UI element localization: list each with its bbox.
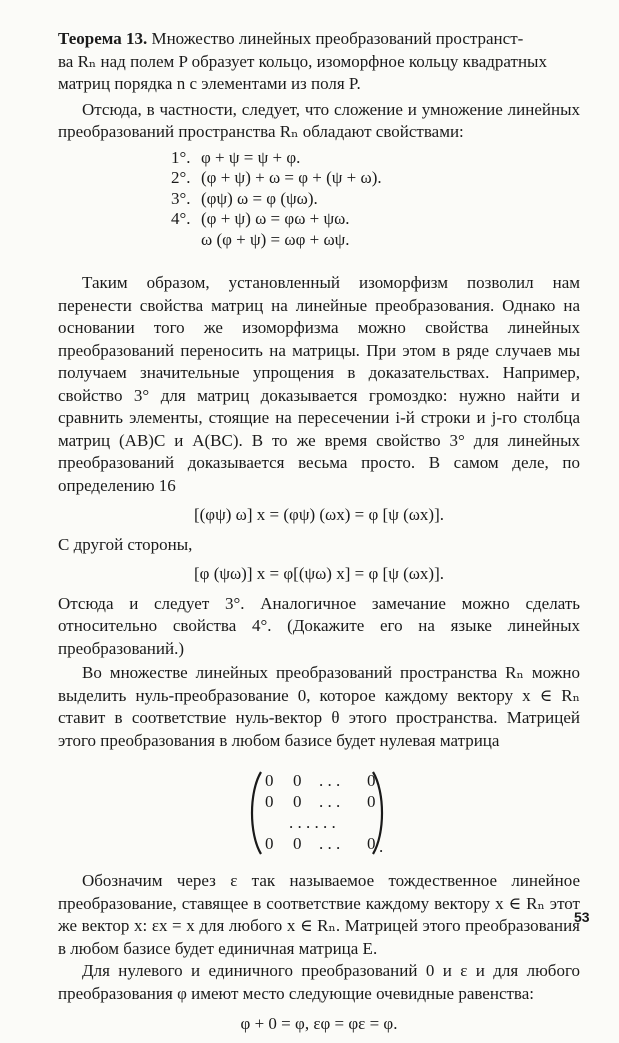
matrix-row-2 (265, 791, 377, 812)
matrix-cell: 0 (265, 792, 274, 811)
matrix-cell: . . . (319, 771, 341, 790)
paragraph-remark: Отсюда и следует 3°. Аналогичное замечание можно сделать относительно свойства 4°. (Докажите его на языке линейных преобразований.) (58, 593, 580, 658)
formula-associativity-2: [φ (ψω)] x = φ[(ψω) x] = φ [ψ (ωx)]. (193, 564, 445, 583)
theorem-line1: Множество линейных преобразований пространст- (147, 29, 524, 48)
matrix-cell: 0 (367, 771, 376, 790)
theorem-line3: матриц порядка n с элементами из поля P. (58, 74, 361, 93)
property-number: 3°. (171, 188, 191, 208)
property-formula: φ + ψ = ψ + φ. (201, 147, 301, 167)
matrix-cell: 0 (367, 834, 376, 853)
property-number: 2°. (171, 168, 191, 187)
paragraph-other-side: С другой стороны, (58, 534, 193, 554)
property-4 (171, 209, 580, 230)
property-number: 4°. (171, 209, 191, 228)
property-formula: (φ + ψ) ω = φω + ψω. (201, 209, 350, 228)
matrix-dots: . . . . . . (289, 813, 336, 832)
properties-list (171, 148, 580, 251)
paragraph-properties-intro: Отсюда, в частности, следует, что сложение и умножение линейных преобразований пространства Rₙ обладают свойствами: (58, 99, 580, 141)
property-formula: (φψ) ω = φ (ψω). (201, 188, 318, 208)
paragraph-equalities-intro: Для нулевого и единичного преобразований 0 и ε и для любого преобразования φ имеют место следующие очевидные равенства: (58, 961, 580, 1003)
matrix-cell: 0 (265, 834, 274, 853)
property-formula: (φ + ψ) + ω = φ + (ψ + ω). (201, 168, 382, 187)
page-number: 53 (574, 909, 590, 925)
formula-associativity-1: [(φψ) ω] x = (φψ) (ωx) = φ [ψ (ωx)]. (193, 505, 445, 524)
property-1 (171, 148, 580, 169)
theorem-line2: ва Rₙ над полем P образует кольцо, изоморфное кольцу квадратных (58, 51, 547, 71)
matrix-cell: . . . (319, 834, 341, 853)
matrix-period: . (379, 837, 384, 856)
matrix-cell: 0 (293, 792, 302, 811)
property-number: 1°. (171, 147, 191, 167)
zero-matrix-block (58, 770, 580, 856)
theorem-13 (58, 28, 580, 96)
theorem-label: Теорема 13. (58, 29, 148, 48)
property-formula: ω (φ + ψ) = ωφ + ωψ. (201, 229, 350, 249)
property-3 (171, 189, 580, 210)
zero-matrix (249, 770, 389, 856)
matrix-row-dots (265, 812, 401, 833)
matrix-cell: 0 (367, 792, 376, 811)
paragraph-zero-transformation: Во множестве линейных преобразований пространства Rₙ можно выделить нуль-преобразование 0, которое каждому вектору x ∈ Rₙ ставит в соответствие нуль-вектор θ этого пространства. Матрицей этого преобразования в любом базисе будет нулевая матрица (58, 663, 580, 750)
matrix-cell: 0 (265, 771, 274, 790)
paragraph-identity: Обозначим через ε так называемое тождественное линейное преобразование, ставящее в соответствие каждому вектору x ∈ Rₙ этот же вектор x: εx = x для любого x ∈ Rₙ. Матрицей этого преобразования в любом базисе будет единичная матрица E. (58, 871, 580, 958)
paragraph-isomorphism: Таким образом, установленный изоморфизм позволил нам перенести свойства матриц на линейные преобразования. Однако на основании того же изоморфизма можно свойства линейных преобразований переносить на матрицы. При этом в ряде случаев мы получаем значительные упрощения в доказательствах. Например, свойство 3° для матриц доказывается громоздко: нужно найти и сравнить элементы, стоящие на пересечении i-й строки и j-го столбца матриц (AB)C и A(BC). В то же время свойство 3° для линейных преобразований доказывается весьма просто. В самом деле, по определению 16 (58, 273, 580, 495)
property-4-second (171, 230, 580, 251)
page-body (58, 28, 580, 1043)
matrix-cell: 0 (293, 771, 302, 790)
formula-zero-identity: φ + 0 = φ, εφ = φε = φ. (240, 1014, 398, 1033)
matrix-row-4 (265, 833, 377, 854)
matrix-row-1 (265, 770, 377, 791)
matrix-cell: . . . (319, 792, 341, 811)
property-2 (171, 168, 580, 189)
matrix-cell: 0 (293, 834, 302, 853)
